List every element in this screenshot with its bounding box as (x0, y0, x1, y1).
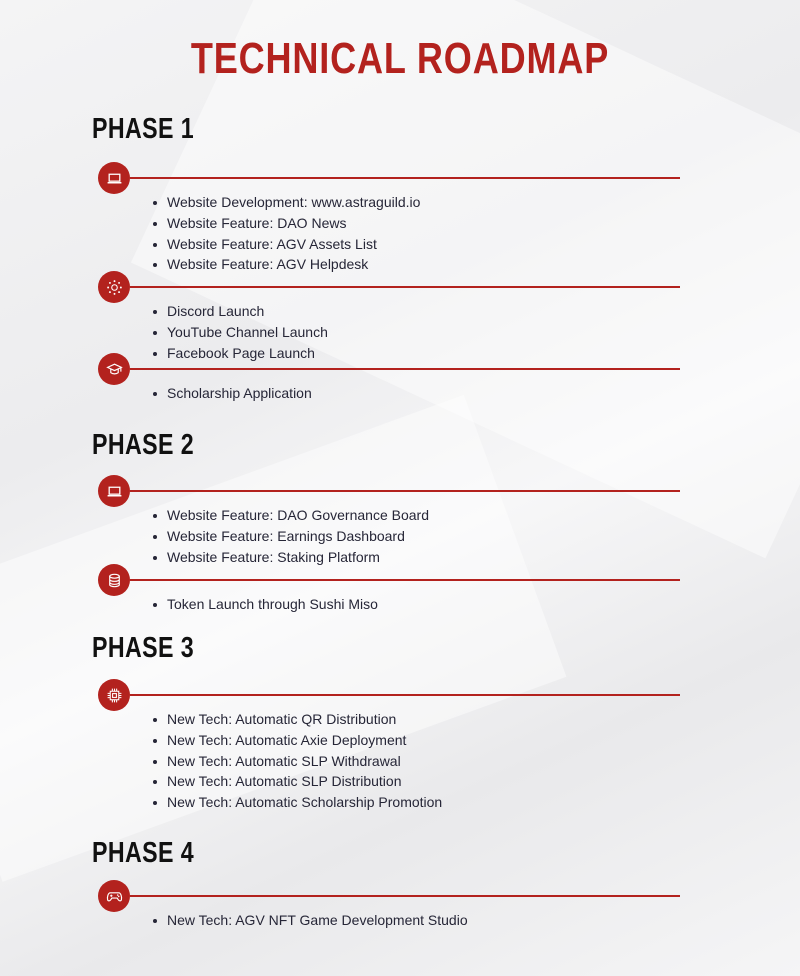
coin-stack-icon (98, 564, 130, 596)
section-divider (98, 880, 680, 912)
graduation-cap-icon (98, 353, 130, 385)
list-item: Website Feature: AGV Assets List (153, 234, 420, 255)
divider-line (130, 286, 680, 288)
item-list (153, 383, 312, 404)
section-divider (98, 162, 680, 194)
phase-heading: PHASE 1 (92, 113, 195, 145)
list-item: Token Launch through Sushi Miso (153, 594, 378, 615)
divider-line (130, 895, 680, 897)
section-divider (98, 564, 680, 596)
divider-line (130, 177, 680, 179)
list-item: Website Feature: Earnings Dashboard (153, 526, 429, 547)
divider-line (130, 368, 680, 370)
list-item: Website Feature: DAO Governance Board (153, 505, 429, 526)
list-item: New Tech: AGV NFT Game Development Studio (153, 910, 468, 931)
phase-heading: PHASE 4 (92, 837, 195, 869)
section-divider (98, 475, 680, 507)
section-divider (98, 271, 680, 303)
laptop-icon (98, 475, 130, 507)
divider-line (130, 490, 680, 492)
list-item: Website Feature: AGV Helpdesk (153, 254, 420, 275)
item-list (153, 505, 429, 567)
item-list (153, 192, 420, 275)
item-list (153, 709, 442, 813)
list-item: Website Feature: DAO News (153, 213, 420, 234)
laptop-icon (98, 162, 130, 194)
gamepad-icon (98, 880, 130, 912)
phase-heading: PHASE 3 (92, 632, 195, 664)
divider-line (130, 579, 680, 581)
page-title: TECHNICAL ROADMAP (190, 34, 610, 83)
list-item: Discord Launch (153, 301, 328, 322)
section-divider (98, 353, 680, 385)
item-list (153, 910, 468, 931)
phase-heading: PHASE 2 (92, 429, 195, 461)
community-network-icon (98, 271, 130, 303)
list-item: Website Feature: Staking Platform (153, 547, 429, 568)
section-divider (98, 679, 680, 711)
list-item: YouTube Channel Launch (153, 322, 328, 343)
item-list (153, 594, 378, 615)
divider-line (130, 694, 680, 696)
chip-icon (98, 679, 130, 711)
list-item: Scholarship Application (153, 383, 312, 404)
list-item: Facebook Page Launch (153, 343, 328, 364)
list-item: New Tech: Automatic Scholarship Promotion (153, 792, 442, 813)
list-item: New Tech: Automatic SLP Withdrawal (153, 751, 442, 772)
list-item: New Tech: Automatic SLP Distribution (153, 771, 442, 792)
list-item: Website Development: www.astraguild.io (153, 192, 420, 213)
list-item: New Tech: Automatic QR Distribution (153, 709, 442, 730)
list-item: New Tech: Automatic Axie Deployment (153, 730, 442, 751)
